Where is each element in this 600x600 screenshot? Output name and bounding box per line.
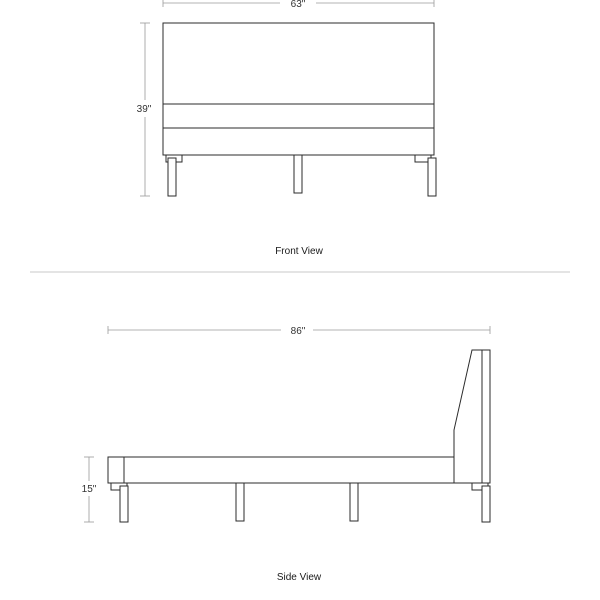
front-leg-center — [294, 155, 302, 193]
side-legs — [120, 483, 490, 522]
side-length-dimension — [108, 326, 490, 337]
side-leg-brackets — [111, 483, 488, 490]
front-leg-right — [428, 158, 436, 196]
side-height-dimension — [82, 457, 97, 522]
front-height-dimension — [137, 23, 152, 196]
front-height-label: 39" — [136, 104, 152, 115]
front-view-label: Front View — [275, 246, 323, 257]
side-leg-4 — [482, 486, 490, 522]
side-leg-3 — [350, 483, 358, 521]
front-bed-body — [163, 23, 434, 155]
front-width-dimension — [163, 0, 434, 10]
side-leg-2 — [236, 483, 244, 521]
side-view — [82, 326, 490, 583]
side-height-label: 15" — [81, 484, 97, 495]
side-view-label: Side View — [276, 572, 322, 583]
side-leg-1 — [120, 486, 128, 522]
front-view — [137, 0, 436, 257]
front-legs — [168, 155, 436, 196]
side-length-label: 86" — [290, 326, 306, 337]
front-leg-left — [168, 158, 176, 196]
side-bed-body — [108, 350, 490, 483]
front-width-label: 63" — [290, 0, 306, 10]
